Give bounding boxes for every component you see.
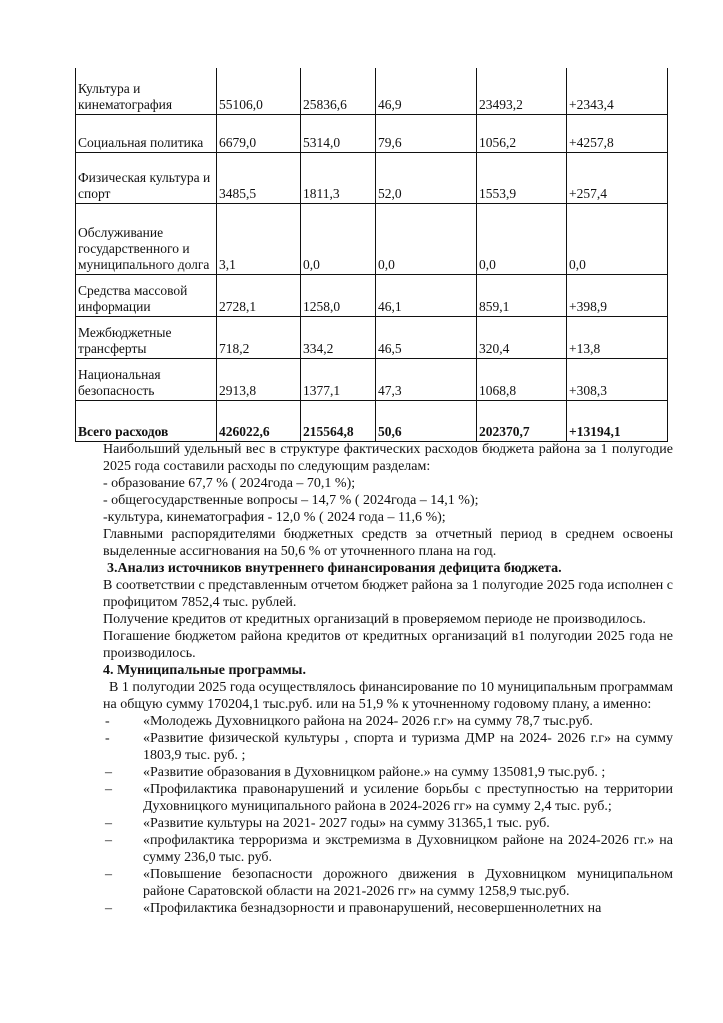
table-row [76, 114, 668, 152]
program-text: «Повышение безопасности дорожного движения в Духовницком муниципальном районе Саратовской области на 2021-2026 гг» на сумму 1258,9 тыс.руб. [143, 867, 673, 899]
program-list [103, 713, 673, 917]
cell-name: Культура и кинематография [76, 68, 217, 114]
cell-prev: 202370,7 [477, 400, 567, 441]
dash-marker: – [105, 901, 112, 916]
body-text [103, 441, 673, 917]
cell-name: Национальная безопасность [76, 358, 217, 400]
cell-diff: +2343,4 [567, 68, 668, 114]
program-item [103, 730, 673, 764]
program-item [103, 815, 673, 832]
cell-diff: +398,9 [567, 274, 668, 316]
section3-credits-received: Получение кредитов от кредитных организаций в проверяемом периоде не производилось. [103, 612, 646, 627]
cell-name: Межбюджетные трансферты [76, 316, 217, 358]
cell-prev: 23493,2 [477, 68, 567, 114]
cell-name: Физическая культура и спорт [76, 152, 217, 203]
section3-credits-repaid: Погашение бюджетом района кредитов от кредитных организаций в1 полугодии 2025 года не производилось. [103, 629, 673, 661]
program-item [103, 866, 673, 900]
cell-prev: 1068,8 [477, 358, 567, 400]
program-text: «Развитие культуры на 2021- 2027 годы» на сумму 31365,1 тыс. руб. [143, 816, 550, 831]
table-row [76, 68, 668, 114]
cell-diff: +13194,1 [567, 400, 668, 441]
dash-marker: – [105, 867, 112, 882]
section3-heading: 3.Анализ источников внутреннего финансирования дефицита бюджета. [107, 561, 562, 576]
cell-pct: 46,1 [376, 274, 477, 316]
program-item [103, 781, 673, 815]
cell-name: Социальная политика [76, 114, 217, 152]
program-text: «Развитие физической культуры , спорта и туризма ДМР на 2024- 2026 г.г» на сумму 1803,9 тыс. руб. ; [143, 731, 673, 763]
cell-prev: 1553,9 [477, 152, 567, 203]
program-item [103, 713, 673, 730]
cell-plan: 426022,6 [217, 400, 301, 441]
program-text: «Профилактика правонарушений и усиление борьбы с преступностью на территории Духовницкого муниципального района в 2024-2026 гг» на сумму 2,4 тыс. руб.; [143, 782, 673, 814]
cell-pct: 46,9 [376, 68, 477, 114]
dash-marker: - [105, 731, 110, 746]
cell-pct: 52,0 [376, 152, 477, 203]
program-text: «Профилактика безнадзорности и правонарушений, несовершеннолетних на [143, 901, 602, 916]
dash-marker: - [105, 714, 110, 729]
cell-plan: 3485,5 [217, 152, 301, 203]
cell-diff: +257,4 [567, 152, 668, 203]
cell-fact: 334,2 [301, 316, 376, 358]
cell-name: Средства массовой информации [76, 274, 217, 316]
cell-plan: 55106,0 [217, 68, 301, 114]
cell-diff: +308,3 [567, 358, 668, 400]
structure-conclusion: Главными распорядителями бюджетных средств за отчетный период в среднем освоены выделенные ассигнования на 50,6 % от уточненного плана на год. [103, 527, 673, 559]
table-row [76, 358, 668, 400]
cell-fact: 5314,0 [301, 114, 376, 152]
structure-intro: Наибольший удельный вес в структуре фактических расходов бюджета района за 1 полугодие 2025 года составили расходы по следующим разделам: [103, 442, 673, 474]
table-row [76, 316, 668, 358]
program-item [103, 764, 673, 781]
cell-fact: 0,0 [301, 203, 376, 274]
dash-marker: – [105, 833, 112, 848]
cell-fact: 1377,1 [301, 358, 376, 400]
cell-diff: +13,8 [567, 316, 668, 358]
cell-fact: 25836,6 [301, 68, 376, 114]
cell-prev: 859,1 [477, 274, 567, 316]
cell-pct: 47,3 [376, 358, 477, 400]
program-text: «профилактика терроризма и экстремизма в Духовницком районе на 2024-2026 гг.» на сумму 236,0 тыс. руб. [143, 833, 673, 865]
cell-pct: 50,6 [376, 400, 477, 441]
cell-name: Обслуживание государственного и муниципального долга [76, 203, 217, 274]
cell-prev: 1056,2 [477, 114, 567, 152]
dash-marker: – [105, 816, 112, 831]
structure-item-culture: -культура, кинематография - 12,0 % ( 2024 года – 11,6 %); [103, 510, 446, 525]
table-row [76, 152, 668, 203]
cell-plan: 6679,0 [217, 114, 301, 152]
cell-diff: 0,0 [567, 203, 668, 274]
table-row [76, 274, 668, 316]
cell-plan: 2728,1 [217, 274, 301, 316]
cell-pct: 0,0 [376, 203, 477, 274]
table-row [76, 203, 668, 274]
cell-plan: 718,2 [217, 316, 301, 358]
program-item [103, 832, 673, 866]
cell-fact: 1811,3 [301, 152, 376, 203]
cell-pct: 79,6 [376, 114, 477, 152]
cell-prev: 320,4 [477, 316, 567, 358]
cell-plan: 2913,8 [217, 358, 301, 400]
cell-fact: 1258,0 [301, 274, 376, 316]
section3-surplus: В соответствии с представленным отчетом бюджет района за 1 полугодие 2025 года исполнен с профицитом 7852,4 тыс. рублей. [103, 578, 673, 610]
program-text: «Молодежь Духовницкого района на 2024- 2026 г.г» на сумму 78,7 тыс.руб. [143, 714, 593, 729]
dash-marker: – [105, 782, 112, 797]
program-text: «Развитие образования в Духовницком районе.» на сумму 135081,9 тыс.руб. ; [143, 765, 606, 780]
cell-diff: +4257,8 [567, 114, 668, 152]
structure-item-education: - образование 67,7 % ( 2024года – 70,1 %); [103, 476, 356, 491]
section4-intro: В 1 полугодии 2025 года осуществлялось финансирование по 10 муниципальным программам на общую сумму 170204,1 тыс.руб. или на 51,9 % к уточненному годовому плану, а именно: [103, 680, 673, 712]
dash-marker: – [105, 765, 112, 780]
cell-prev: 0,0 [477, 203, 567, 274]
program-item [103, 900, 673, 917]
cell-fact: 215564,8 [301, 400, 376, 441]
expenditure-table [75, 68, 668, 442]
cell-plan: 3,1 [217, 203, 301, 274]
cell-pct: 46,5 [376, 316, 477, 358]
cell-name: Всего расходов [76, 400, 217, 441]
table-total-row [76, 400, 668, 441]
section4-heading: 4. Муниципальные программы. [103, 663, 306, 678]
structure-item-general: - общегосударственные вопросы – 14,7 % ( 2024года – 14,1 %); [103, 493, 479, 508]
